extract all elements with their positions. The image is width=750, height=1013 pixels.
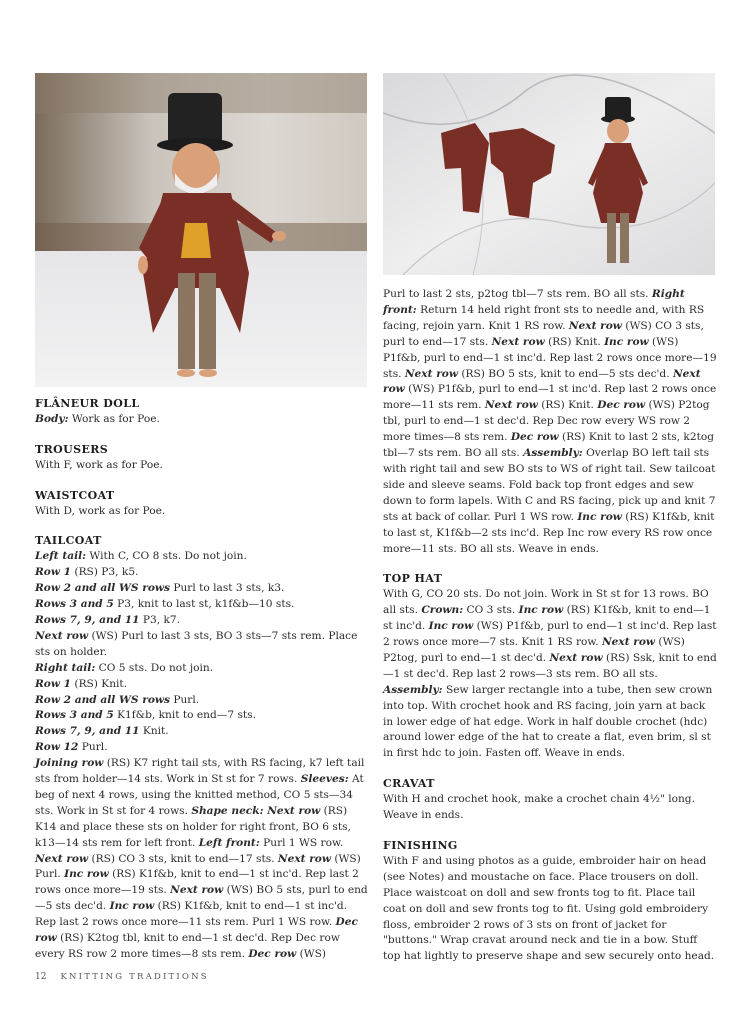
instruction-label: Next row (35, 852, 89, 865)
section-heading: CRAVAT (383, 777, 435, 791)
instruction-label: Inc row (64, 868, 109, 881)
doll-photo-illustration (35, 73, 367, 387)
instruction-text: (RS) K1f&b, knit to end—1 st inc'd. Rep last 2 rows once more—19 sts. (35, 868, 359, 897)
instruction-label: Row 12 (35, 741, 79, 754)
instruction-text: (RS) K1f&b, knit to end—1 st inc'd. Rep last 2 rows once more—11 sts rem. Purl 1 WS row. (35, 900, 348, 929)
instruction-label: Sleeves: (300, 773, 349, 786)
instruction-paragraph (35, 661, 369, 677)
instruction-paragraph (35, 613, 369, 629)
instruction-text: (RS) CO 3 sts, knit to end—17 sts. (88, 852, 278, 865)
instruction-label: Right front: (383, 288, 685, 316)
instruction-label: Row 2 and all WS rows (35, 582, 170, 595)
instruction-label: Next row (277, 852, 331, 865)
instruction-label: Next row (568, 319, 622, 332)
instruction-label: Next row (491, 335, 545, 348)
instruction-paragraph (383, 587, 717, 762)
instruction-label: Rows 7, 9, and 11 (35, 613, 140, 626)
instruction-text: Purl. (169, 693, 200, 706)
instruction-text: Sew larger rectangle into a tube, then sew crown into top. With crochet hook and RS facing, join yarn at back in lower edge of hat edge. Work in half double crochet (hdc) around lower edge of the hat to create a flat, even brim, sl st in first hdc to join. Fasten off. Weave in ends. (383, 683, 713, 760)
page-number: 12 (35, 972, 47, 982)
instruction-paragraph (35, 629, 369, 661)
instruction-label: Rows 7, 9, and 11 (35, 725, 140, 738)
publication-name: KNITTING TRADITIONS (60, 972, 209, 982)
instruction-text: (RS) Knit. (71, 677, 128, 690)
instruction-label: Next row (35, 629, 89, 642)
instruction-label: Dec row (597, 399, 646, 412)
instruction-label: Next row (383, 367, 701, 396)
instruction-paragraph (35, 565, 369, 581)
right-text-column (383, 287, 717, 965)
instruction-text: (WS) CO 3 sts, purl to end—17 sts. (383, 319, 704, 348)
instruction-paragraph (35, 677, 369, 693)
tailcoat-pieces-illustration (383, 73, 715, 275)
instruction-label: Left front: (198, 836, 260, 849)
instruction-label: Next row (601, 636, 656, 649)
instruction-label: Body: (35, 412, 69, 425)
instruction-text: (WS) Purl to last 3 sts, BO 3 sts—7 sts rem. Place sts on holder. (35, 629, 358, 658)
section-heading: TAILCOAT (35, 534, 102, 548)
instruction-label: Row 2 and all WS rows (35, 693, 170, 706)
instruction-text: (WS) BO 5 sts, purl to end—5 sts dec'd. (35, 884, 368, 913)
instruction-text: Purl to last 3 sts, k3. (169, 582, 285, 595)
section-heading: TOP HAT (383, 572, 443, 586)
tailcoat-pieces-photo (383, 73, 715, 275)
instruction-label: Shape neck: Next row (191, 804, 321, 817)
instruction-text: K1f&b, knit to end—7 sts. (113, 709, 256, 722)
instruction-text: (RS) K14 and place these sts on holder for right front, BO 6 sts, k13—14 sts rem for left front. (35, 804, 351, 849)
instruction-text: (RS) K7 right tail sts, with RS facing, k7 left tail sts from holder—14 sts. Work in St st for 7 rows. (35, 757, 365, 786)
instruction-text: With D, work as for Poe. (35, 504, 166, 517)
instruction-label: Joining row (35, 757, 104, 770)
instruction-text: P3, k7. (139, 613, 181, 626)
instruction-label: Right tail: (35, 661, 96, 674)
instruction-text: (RS) Knit. (537, 399, 598, 412)
instruction-paragraph (383, 854, 717, 965)
instruction-text: (RS) Knit to last 2 sts, k2tog tbl—7 sts rem. BO all sts. (383, 431, 714, 460)
instruction-paragraph (35, 581, 369, 597)
instruction-text: (RS) K1f&b, knit to end—1 st inc'd. (383, 604, 711, 633)
section-heading: FINISHING (383, 839, 458, 852)
instruction-label: Next row (549, 651, 603, 664)
instruction-paragraph (35, 504, 369, 520)
doll-photo (35, 73, 367, 387)
instruction-paragraph (35, 458, 369, 474)
instruction-paragraph (35, 597, 369, 613)
instruction-text: Overlap BO left tail sts with right tail and sew BO sts to WS of right tail. Sew tailcoat side and sleeve seams. Fold back top front edges and sew down to form lapels. With C and RS facing, pick up and knit 7 sts at back of collar. Purl 1 WS row. (383, 447, 716, 523)
instruction-label: Left tail: (35, 550, 87, 563)
instruction-label: Next row (170, 884, 224, 897)
instruction-label: Inc row (109, 900, 155, 913)
instruction-text: (RS) K1f&b, knit to last st, K1f&b—2 sts inc'd. Rep Inc row every RS row once more—11 sts. BO all sts. Weave in ends. (383, 510, 715, 555)
instruction-text: With H and crochet hook, make a crochet chain 4½" long. Weave in ends. (383, 793, 695, 822)
instruction-paragraph (35, 549, 369, 565)
instruction-label: Next row (404, 367, 458, 380)
instruction-text: Knit. (139, 725, 169, 738)
instruction-text: Purl. (78, 741, 108, 754)
instruction-text: (WS) P1f&b, purl to end—1 st inc'd. Rep last 2 rows once more—7 sts. Knit 1 RS row. (383, 620, 717, 649)
instruction-paragraph (383, 792, 717, 824)
instruction-label: Dec row (35, 916, 358, 945)
instruction-label: Inc row (577, 510, 622, 523)
instruction-label: Inc row (428, 620, 474, 633)
instruction-paragraph (383, 287, 717, 557)
instruction-label: Dec row (248, 948, 297, 960)
instruction-text: (RS) K2tog tbl, knit to end—1 st dec'd. Rep Dec row every RS row 2 more times—8 sts rem. (35, 932, 340, 960)
instruction-label: Row 1 (35, 566, 72, 579)
instruction-text: At beg of next 4 rows, using the knitted method, CO 5 sts—34 sts. Work in St st for 4 rows. (35, 773, 364, 817)
instruction-paragraph (35, 708, 369, 724)
instruction-label: Inc row (518, 604, 564, 617)
instruction-text: (WS) Purl. (35, 852, 361, 881)
instruction-text: CO 5 sts. Do not join. (95, 661, 214, 674)
left-text-column (35, 396, 369, 963)
instruction-paragraph (35, 724, 369, 740)
instruction-text: (RS) P3, k5. (71, 566, 139, 579)
instruction-label: Rows 3 and 5 (35, 598, 114, 611)
instruction-text: (WS) P2tog tbl, purl to end—1 st dec'd. Rep Dec row every WS row 2 more times—8 sts rem. (383, 399, 710, 444)
section-heading: FLÂNEUR DOLL (35, 397, 140, 410)
instruction-text: (WS) P1f&b, purl to end—1 st inc'd. Rep last 2 rows once more—19 sts. (383, 335, 717, 380)
instruction-label: Assembly: (383, 683, 443, 696)
instruction-label: Row 1 (35, 677, 72, 690)
instruction-text: (WS) (296, 948, 326, 960)
instruction-text: With G, CO 20 sts. Do not join. Work in St st for 13 rows. BO all sts. (383, 588, 709, 617)
instruction-label: Assembly: (523, 447, 583, 460)
instruction-paragraph (35, 693, 369, 709)
instruction-text: (RS) Ssk, knit to end—1 st dec'd. Rep last 2 rows—3 sts rem. BO all sts. (383, 651, 717, 680)
instruction-text: P3, knit to last st, k1f&b—10 sts. (113, 598, 295, 611)
instruction-text: Return 14 held right front sts to needle and, with RS facing, rejoin yarn. Knit 1 RS row. (383, 303, 705, 332)
instruction-text: Purl 1 WS row. (259, 836, 344, 849)
instruction-paragraph (35, 756, 369, 963)
instruction-label: Next row (484, 399, 538, 412)
instruction-label: Dec row (510, 431, 559, 444)
instruction-text: With F and using photos as a guide, embroider hair on head (see Notes) and moustache on face. Place trousers on doll. Place waistcoat on doll and sew fronts tog to fit. Place tail coat on doll and sew fronts tog to fit. Using gold embroidery floss, embroider 2 rows of 3 sts on front of jacket for "buttons." Wrap cravat around neck and tie in a bow. Stuff top hat lightly to preserve shape and sew securely onto head. (383, 854, 715, 963)
instruction-label: Rows 3 and 5 (35, 709, 114, 722)
page-footer (35, 972, 209, 982)
instruction-text: (WS) P1f&b, purl to end—1 st inc'd. Rep last 2 rows once more—11 sts rem. (383, 383, 717, 412)
instruction-text: (WS) P2tog, purl to end—1 st dec'd. (383, 636, 685, 664)
instruction-text: Work as for Poe. (68, 412, 160, 425)
instruction-text: With C, CO 8 sts. Do not join. (86, 550, 247, 563)
instruction-text: With F, work as for Poe. (35, 458, 163, 471)
section-heading: WAISTCOAT (35, 488, 115, 502)
instruction-text: (RS) Knit. (544, 335, 605, 348)
instruction-text: Purl to last 2 sts, p2tog tbl—7 sts rem. BO all sts. (383, 288, 652, 300)
section-heading: TROUSERS (35, 442, 109, 456)
instruction-text: CO 3 sts. (463, 604, 519, 617)
instruction-paragraph (35, 740, 369, 756)
instruction-label: Inc row (604, 335, 649, 348)
instruction-text: (RS) BO 5 sts, knit to end—5 sts dec'd. (457, 367, 673, 380)
instruction-label: Crown: (421, 604, 464, 617)
instruction-paragraph (35, 412, 369, 428)
